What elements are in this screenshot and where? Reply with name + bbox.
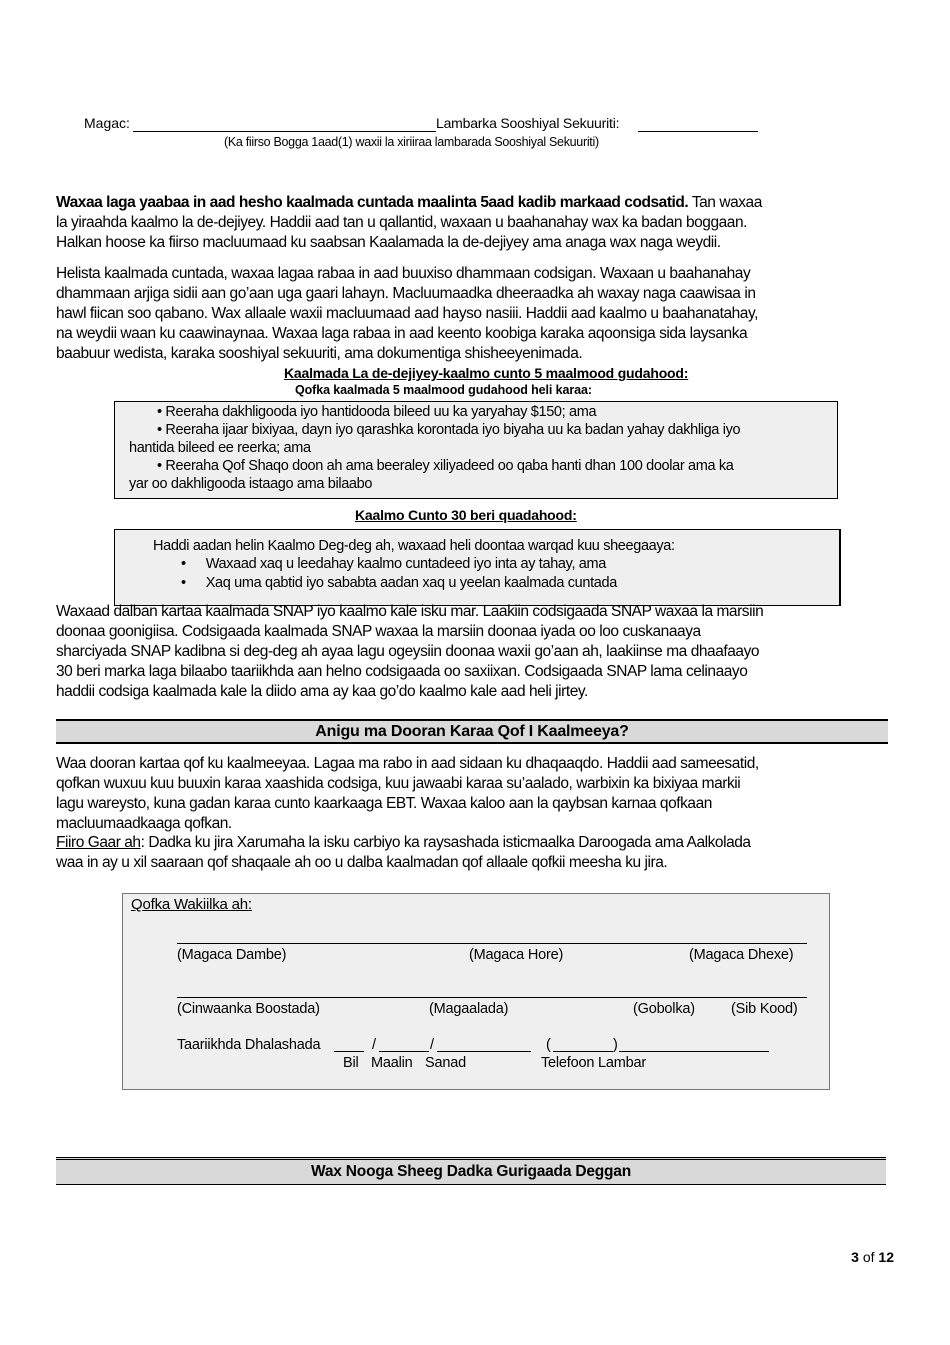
first-name-label: (Magaca Hore) [469, 947, 564, 963]
ssn-label: Lambarka Sooshiyal Sekuuriti: [436, 115, 620, 131]
of-text: of [862, 1249, 875, 1265]
middle-name-label: (Magaca Dhexe) [689, 947, 794, 963]
paragraph-line: Halkan hoose ka fiirso macluumaad ku saabsan Kaalamada la de-dejiyey ama anaga wax naga weydii. [56, 234, 721, 251]
address-line-field[interactable] [177, 997, 807, 998]
note-line: waa in ay u xil saaraan qof shaqaale ah oo u dalba kaalmadan qof allaale qofkii meesha ku jira. [56, 854, 668, 871]
total-pages: 12 [878, 1249, 894, 1265]
paragraph-line: sharciyada SNAP kadibna si deg-deg ah ayaa lagu ogeysiin doonaa waxii go’aan ah, laakiinse ma dhaafaayo [56, 643, 760, 660]
bullet-text: Xaq uma qabtid iyo sababta aadan xaq u yeelan kaalmada cuntada [205, 575, 617, 591]
thirty-day-box [114, 529, 841, 606]
criteria-line: • Reeraha dakhligooda iyo hantidooda bileed uu ka yaryahay $150; ama [157, 404, 597, 420]
paragraph-line: la yiraahda kaalmo la de-dejiyey. Haddii aad tan u qallantid, waxaan u baahanahay wax ka badan boggaan. [56, 214, 747, 231]
expedited-heading: Kaalmada La de-dejiyey-kaalmo cunto 5 maalmood gudahood: [284, 365, 689, 381]
form-title: Qofka Wakiilka ah: [131, 896, 252, 913]
page-number [851, 1249, 894, 1265]
city-label: (Magaalada) [429, 1001, 509, 1017]
paragraph-line: Waa dooran kartaa qof ku kaalmeeyaa. Lagaa ma rabo in aad sidaan ku dhaqaaqdo. Haddii aad sameesatid, [56, 755, 759, 772]
note-text: : Dadka ku jira Xarumaha la isku carbiyo ka raysashada isticmaalka Daroogada ama Aalkolada [140, 834, 751, 851]
expedited-subheading: Qofka kaalmada 5 maalmood gudahood heli karaa: [295, 383, 592, 397]
ssn-note: (Ka fiirso Bogga 1aad(1) waxii la xiriiraa lambarada Sooshiyal Sekuuriti) [224, 135, 599, 149]
intro: Haddi aadan helin Kaalmo Deg-deg ah, waxaad heli doontaa warqad kuu sheegaaya: [153, 538, 675, 554]
paragraph-line: dhammaan arjiga sidii aan go’aan uga gaari lahayn. Macluumaadka dheeraadka ah waxay naga caawisaa in [56, 285, 756, 302]
note-label: Fiiro Gaar ah [56, 834, 141, 851]
last-name-label: (Magaca Dambe) [177, 947, 287, 963]
representative-form [122, 893, 830, 1090]
text: Tan waxaa [688, 194, 762, 211]
month-label: Bil [343, 1055, 359, 1071]
phone-label: Telefoon Lambar [541, 1055, 647, 1071]
paragraph-line: doonaa goonigiisa. Codsigaada kaalmada SNAP waxaa la marsiin doonaa iyada oo loo cuskanaaya [56, 623, 701, 640]
paragraph-line: macluumaadkaaga qofkan. [56, 815, 232, 832]
paragraph-line: lagu wareysto, kuna gadan karaa cunto kaarkaaga EBT. Waxaa kaloo aan la qaybsan karnaa qofkaan [56, 795, 712, 812]
criteria-line: • Reeraha ijaar bixiyaa, dayn iyo qarashka korontada iyo biyaha uu ka badan yahay dakhliga iyo [157, 422, 741, 438]
area-code-field[interactable] [553, 1051, 613, 1052]
ssn-field[interactable] [638, 131, 758, 132]
paragraph-line: Waxaad dalban kartaa kaalmada SNAP iyo kaalmo kale isku mar. Laakiin codsigaada SNAP waxaa la marsiin [56, 603, 764, 620]
paragraph-line: haddii codsiga kaalmada kale la diido ama ay kaa go’do kaalmo kale aad heli jirtey. [56, 683, 588, 700]
paragraph-line: na weydii waan ku caawinaynaa. Waxaa laga rabaa in aad keento koobiga karaka aqoonsiga sida laysanka [56, 325, 748, 342]
dob-day-field[interactable] [379, 1051, 429, 1052]
section-heading: Wax Nooga Sheeg Dadka Gurigaada Deggan [311, 1163, 631, 1180]
criteria-line: • Reeraha Qof Shaqo doon ah ama beeraley xiliyadeed oo qaba hanti dhan 100 doolar ama ka [157, 458, 734, 474]
paragraph-line: baabuur wedista, karaka sooshiyal sekuuriti, ama dokumentiga shisheeyenimada. [56, 345, 583, 362]
zip-label: (Sib Kood) [731, 1001, 798, 1017]
name-line-field[interactable] [177, 943, 807, 944]
section-header-bar [56, 719, 888, 744]
name-label: Magac: [84, 115, 130, 131]
dob-month-field[interactable] [334, 1051, 364, 1052]
section-header-bar [56, 1157, 886, 1185]
paren-close: ) [613, 1037, 618, 1053]
criteria-line: hantida bileed ee reerka; ama [129, 440, 311, 456]
paragraph-line: qofkan wuxuu kuu buuxin karaa xaashida codsiga, kuu jawaabi karaa su’aalado, warbixin ka bixiyaa markii [56, 775, 741, 792]
phone-field[interactable] [619, 1051, 769, 1052]
bold-lead: Waxaa laga yaabaa in aad hesho kaalmada cuntada maalinta 5aad kadib markaad codsatid. [56, 194, 689, 211]
address-label: (Cinwaanka Boostada) [177, 1001, 320, 1017]
paragraph-line: hawl fiican soo qabano. Wax allaale waxii macluumaad aad hayso nasiii. Haddii aad kaalmo u baahanatahay, [56, 305, 758, 322]
dob-separator: / [430, 1037, 434, 1053]
name-field[interactable] [133, 131, 436, 132]
thirty-day-heading: Kaalmo Cunto 30 beri quadahood: [355, 507, 577, 523]
bullet-item: • Waxaad xaq u leedahay kaalmo cuntadeed iyo inta ay tahay, ama [181, 556, 606, 572]
expedited-box [114, 401, 838, 499]
paragraph-line [56, 193, 762, 213]
current-page: 3 [851, 1249, 859, 1265]
year-label: Sanad [425, 1055, 466, 1071]
dob-label: Taariikhda Dhalashada [177, 1037, 321, 1053]
paren-open: ( [546, 1037, 551, 1053]
section-heading: Anigu ma Dooran Karaa Qof I Kaalmeeya? [315, 723, 629, 740]
bullet-item: • Xaq uma qabtid iyo sababta aadan xaq u yeelan kaalmada cuntada [181, 575, 617, 591]
bullet-text: Waxaad xaq u leedahay kaalmo cuntadeed iyo inta ay tahay, ama [205, 556, 606, 572]
day-label: Maalin [371, 1055, 413, 1071]
criteria-line: yar oo dakhligooda istaago ama bilaabo [129, 476, 373, 492]
state-label: (Gobolka) [633, 1001, 695, 1017]
paragraph-line: 30 beri marka laga bilaabo taariikhda aan helno codsigaada oo saxiixan. Codsigaada SNAP lama celinaayo [56, 663, 748, 680]
dob-year-field[interactable] [437, 1051, 531, 1052]
paragraph-line: Helista kaalmada cuntada, waxaa lagaa rabaa in aad buuxiso dhammaan codsigan. Waxaan u baahanahay [56, 265, 751, 282]
note-line [56, 833, 751, 853]
dob-separator: / [372, 1037, 376, 1053]
